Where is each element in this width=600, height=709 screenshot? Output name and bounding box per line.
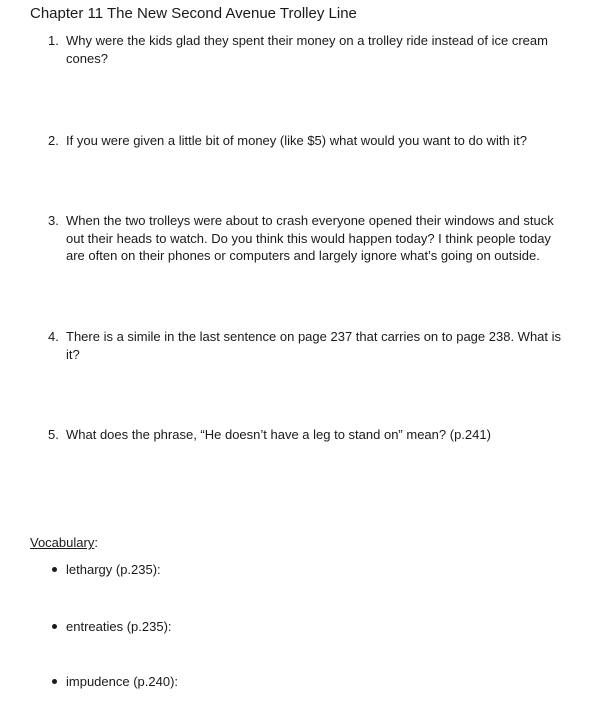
question-1 [48,32,578,67]
question-4 [48,328,578,363]
question-2 [48,132,578,150]
vocabulary-heading-colon: : [94,535,98,550]
vocab-item-impudence-text: impudence (p.240): [66,674,179,689]
question-3-line-1: When the two trolleys were about to crash everyone opened their windows and stuck [66,213,554,228]
question-1-text [66,32,578,67]
vocab-item-entreaties [48,618,568,636]
bullet-icon [52,624,57,629]
question-4-number: 4. [48,329,59,344]
bullet-icon [52,567,57,572]
question-3-text [66,212,578,265]
question-3-line-3: are often on their phones or computers and largely ignore what’s going on outside. [66,248,540,263]
bullet-marker [48,561,66,579]
question-5-text [66,426,578,444]
question-1-line-2: cones? [66,50,108,66]
vocab-item-lethargy-text: lethargy (p.235): [66,562,161,577]
question-5-number: 5. [48,427,59,442]
question-1-line-1: Why were the kids glad they spent their money on a trolley ride instead of ice cream [66,33,548,48]
question-4-line-1: There is a simile in the last sentence on page 237 that carries on to page 238. What is [66,329,562,344]
question-2-number: 2. [48,133,59,148]
vocabulary-heading-label: Vocabulary [30,535,95,550]
bullet-marker [48,673,66,691]
question-5 [48,426,578,444]
vocab-item-impudence [48,673,568,691]
question-3-line-2: out their heads to watch. Do you think this would happen today? I think people today [66,230,551,246]
question-3-number: 3. [48,213,59,228]
question-4-text [66,328,578,363]
document-title: Chapter 11 The New Second Avenue Trolley Line [30,5,357,22]
vocab-item-lethargy [48,561,568,579]
vocabulary-heading [30,534,98,552]
bullet-icon [52,679,57,684]
question-3 [48,212,578,265]
bullet-marker [48,618,66,636]
question-5-line-1: What does the phrase, “He doesn’t have a leg to stand on” mean? (p.241) [66,427,491,442]
question-2-line-1: If you were given a little bit of money (like $5) what would you want to do with it? [66,133,528,148]
question-4-line-2: it? [66,346,80,362]
vocab-item-entreaties-text: entreaties (p.235): [66,619,172,634]
question-1-number: 1. [48,33,59,48]
question-2-text [66,132,578,150]
